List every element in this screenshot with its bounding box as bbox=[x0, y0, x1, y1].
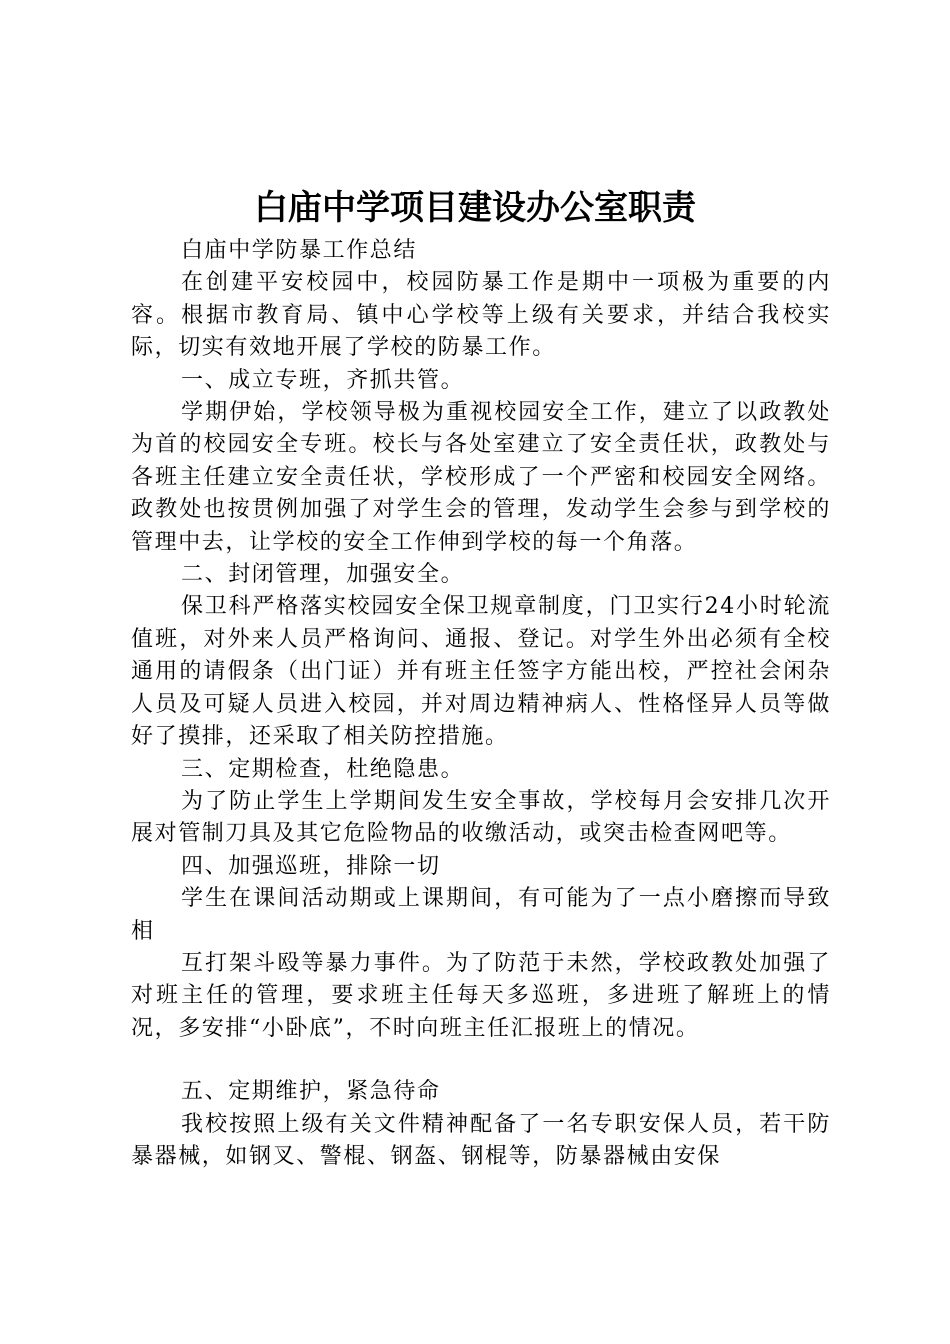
paragraph-section-4a: 学生在课间活动期或上课期间，有可能为了一点小磨擦而导致相 bbox=[131, 886, 831, 944]
paragraph-section-2: 保卫科严格落实校园安全保卫规章制度，门卫实行24小时轮流值班，对外来人员严格询问、通报、登记。对学生外出必须有全校通用的请假条（出门证）并有班主任签字方能出校，严控社会闲杂人员及可疑人员进入校园，并对周边精神病人、性格怪异人员等做好了摸排，还采取了相关防控措施。 bbox=[131, 594, 831, 750]
paragraph-section-3: 为了防止学生上学期间发生安全事故，学校每月会安排几次开展对管制刀具及其它危险物品的收缴活动，或突击检查网吧等。 bbox=[131, 788, 831, 847]
section-heading-3: 三、定期检查，杜绝隐患。 bbox=[181, 756, 465, 782]
document-title: 白庙中学项目建设办公室职责 bbox=[254, 188, 696, 228]
paragraph-section-4b: 互打架斗殴等暴力事件。为了防范于未然，学校政教处加强了对班主任的管理，要求班主任每天多巡班，多进班了解班上的情况，多安排“小卧底”，不时向班主任汇报班上的情况。 bbox=[131, 950, 831, 1041]
paragraph-section-5: 我校按照上级有关文件精神配备了一名专职安保人员，若干防暴器械，如钢叉、警棍、钢盔、钢棍等，防暴器械由安保 bbox=[131, 1111, 831, 1169]
section-heading-2: 二、封闭管理，加强安全。 bbox=[181, 562, 465, 588]
section-heading-4: 四、加强巡班，排除一切 bbox=[181, 853, 441, 879]
section-heading-5: 五、定期维护，紧急待命 bbox=[181, 1079, 441, 1105]
paragraph-section-1: 学期伊始，学校领导极为重视校园安全工作，建立了以政教处为首的校园安全专班。校长与各处室建立了安全责任状，政教处与各班主任建立安全责任状，学校形成了一个严密和校园安全网络。政教处也按贯例加强了对学生会的管理，发动学生会参与到学校的管理中去，让学校的安全工作伸到学校的每一个角落。 bbox=[131, 400, 831, 555]
section-heading-1: 一、成立专班，齐抓共管。 bbox=[181, 367, 465, 393]
paragraph-intro: 在创建平安校园中，校园防暴工作是期中一项极为重要的内容。根据市教育局、镇中心学校等上级有关要求，并结合我校实际，切实有效地开展了学校的防暴工作。 bbox=[131, 270, 831, 361]
paragraph-subtitle: 白庙中学防暴工作总结 bbox=[181, 238, 418, 263]
document-body bbox=[131, 235, 831, 1173]
